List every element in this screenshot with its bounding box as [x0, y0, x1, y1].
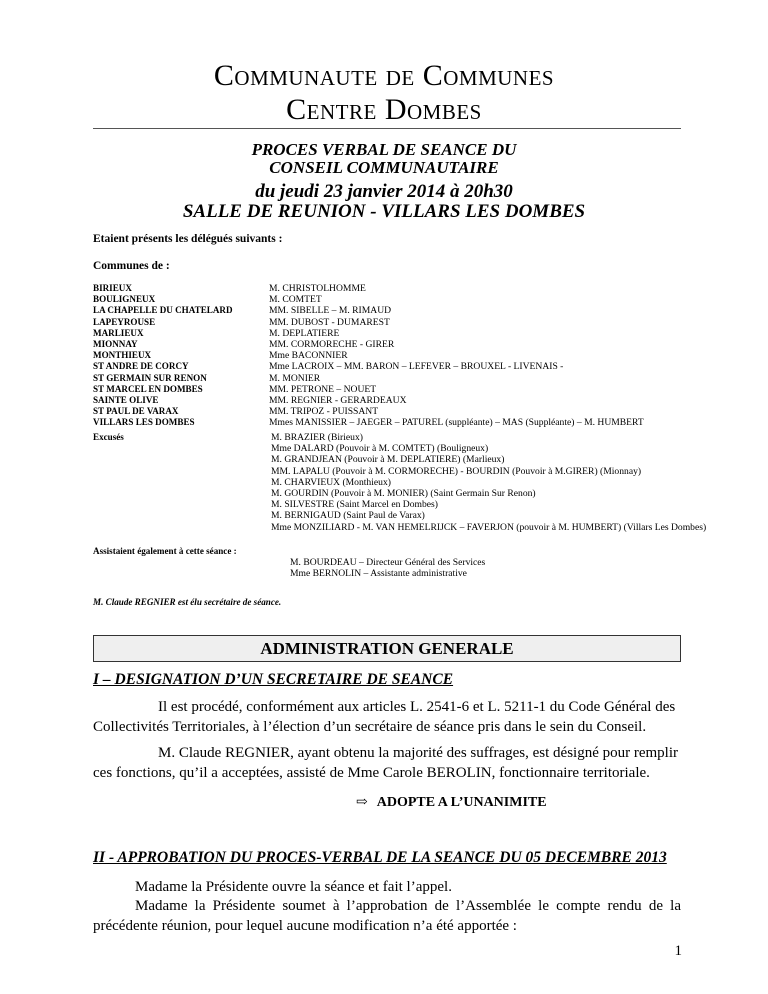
- meeting-date: du jeudi 23 janvier 2014 à 20h30: [255, 181, 513, 202]
- excused-item: Mme DALARD (Pouvoir à M. COMTET) (Bouligneux): [271, 443, 489, 455]
- commune-item: MARLIEUX: [93, 327, 144, 338]
- commune-item: ST MARCEL EN DOMBES: [93, 383, 203, 394]
- commune-item: ST ANDRE DE CORCY: [93, 361, 189, 372]
- also-present-item: M. BOURDEAU – Directeur Général des Services: [290, 557, 486, 568]
- commune-item: ST PAUL DE VARAX: [93, 406, 179, 417]
- meeting-place: SALLE DE REUNION - VILLARS LES DOMBES: [182, 201, 586, 222]
- communes-list: [93, 283, 233, 429]
- item2-paragraph1: Madame la Présidente ouvre la séance et fait l’appel.: [135, 879, 452, 895]
- item1-paragraph1: Il est procédé, conformément aux articles L. 2541-6 et L. 5211-1 du Code Général des Collectivités Territoriales, à l’élection d’un secrétaire de séance pris dans le sein du Conseil.: [93, 699, 676, 735]
- also-present-list: [290, 557, 485, 579]
- attendance-intro: Etaient présents les délégués suivants :: [93, 233, 283, 245]
- commune-item: ST GERMAIN SUR RENON: [93, 372, 207, 383]
- delegate-item: M. CHRISTOLHOMME: [269, 283, 366, 294]
- commune-item: SAINTE OLIVE: [93, 395, 159, 406]
- document-title-line1: PROCES VERBAL DE SEANCE DU: [251, 140, 517, 159]
- commune-item: BOULIGNEUX: [93, 294, 156, 305]
- delegate-item: M. COMTET: [269, 294, 322, 306]
- excused-item: MM. LAPALU (Pouvoir à M. CORMORECHE) - BOURDIN (Pouvoir à M.GIRER) (Mionnay): [271, 465, 642, 477]
- item1-result: [356, 794, 547, 811]
- delegate-item: MM. DUBOST - DUMAREST: [269, 316, 390, 328]
- organization-name-line2: Centre Dombes: [286, 93, 482, 126]
- delegate-item: MM. REGNIER - GERARDEAUX: [269, 395, 407, 407]
- also-present-label: Assistaient également à cette séance :: [93, 546, 237, 556]
- delegate-item: M. MONIER: [269, 372, 321, 384]
- page-number: 1: [674, 943, 682, 959]
- delegate-item: M. DEPLATIERE: [269, 327, 340, 339]
- excused-item: M. SILVESTRE (Saint Marcel en Dombes): [271, 499, 438, 511]
- delegate-item: Mme BACONNIER: [269, 350, 348, 362]
- delegate-item: Mme LACROIX – MM. BARON – LEFEVER – BROUXEL - LIVENAIS -: [269, 361, 564, 373]
- delegate-item: MM. PETRONE – NOUET: [269, 383, 377, 395]
- commune-item: MONTHIEUX: [93, 350, 152, 361]
- communes-label: Communes de :: [93, 260, 170, 272]
- section-title-box: [93, 635, 681, 662]
- excused-item: M. CHARVIEUX (Monthieux): [271, 476, 391, 488]
- secretary-note: M. Claude REGNIER est élu secrétaire de séance.: [93, 597, 282, 607]
- item1-result-text: ADOPTE A L’UNANIMITE: [376, 795, 547, 810]
- organization-name-line1: Communaute de Communes: [213, 59, 555, 92]
- right-arrow-outline-icon: ⇨: [356, 795, 368, 810]
- section-title: ADMINISTRATION GENERALE: [260, 639, 514, 658]
- commune-item: BIRIEUX: [93, 283, 132, 293]
- excused-item: Mme MONZILIARD - M. VAN HEMELRIJCK – FAVERJON (pouvoir à M. HUMBERT) (Villars Les Dombes): [271, 521, 707, 533]
- item1-paragraph2: M. Claude REGNIER, ayant obtenu la majorité des suffrages, est désigné pour remplir ces fonctions, qu’il a acceptées, assisté de Mme Carole BEROLIN, fonctionnaire territoriale.: [93, 745, 679, 781]
- item1-heading: I – DESIGNATION D’UN SECRETAIRE DE SEANCE: [93, 671, 454, 688]
- item2-paragraph2: Madame la Présidente soumet à l’approbation de l’Assemblée le compte rendu de la précédente réunion, pour lequel aucune modification n’a été apportée :: [93, 898, 681, 934]
- commune-item: LAPEYROUSE: [93, 316, 156, 327]
- excused-item: M. BERNIGAUD (Saint Paul de Varax): [271, 510, 425, 522]
- excused-item: M. GRANDJEAN (Pouvoir à M. DEPLATIERE) (Marlieux): [271, 454, 505, 466]
- commune-item: MIONNAY: [93, 339, 138, 350]
- document-title-line2: CONSEIL COMMUNAUTAIRE: [269, 158, 499, 177]
- excused-item: M. BRAZIER (Birieux): [271, 432, 363, 443]
- header-divider: [93, 128, 681, 129]
- excused-label: Excusés: [93, 432, 124, 442]
- also-present-item: Mme BERNOLIN – Assistante administrative: [290, 568, 467, 580]
- delegate-item: Mmes MANISSIER – JAEGER – PATUREL (suppléante) – MAS (Suppléante) – M. HUMBERT: [269, 417, 644, 429]
- excused-list: [271, 432, 706, 533]
- item2-heading: II - APPROBATION DU PROCES-VERBAL DE LA SEANCE DU 05 DECEMBRE 2013: [93, 849, 667, 866]
- delegate-item: MM. CORMORECHE - GIRER: [269, 339, 395, 351]
- commune-item: VILLARS LES DOMBES: [93, 417, 195, 428]
- delegates-list: [269, 283, 644, 429]
- excused-item: M. GOURDIN (Pouvoir à M. MONIER) (Saint Germain Sur Renon): [271, 488, 536, 500]
- delegate-item: MM. SIBELLE – M. RIMAUD: [269, 305, 392, 317]
- delegate-item: MM. TRIPOZ - PUISSANT: [269, 406, 379, 418]
- commune-item: LA CHAPELLE DU CHATELARD: [93, 305, 233, 316]
